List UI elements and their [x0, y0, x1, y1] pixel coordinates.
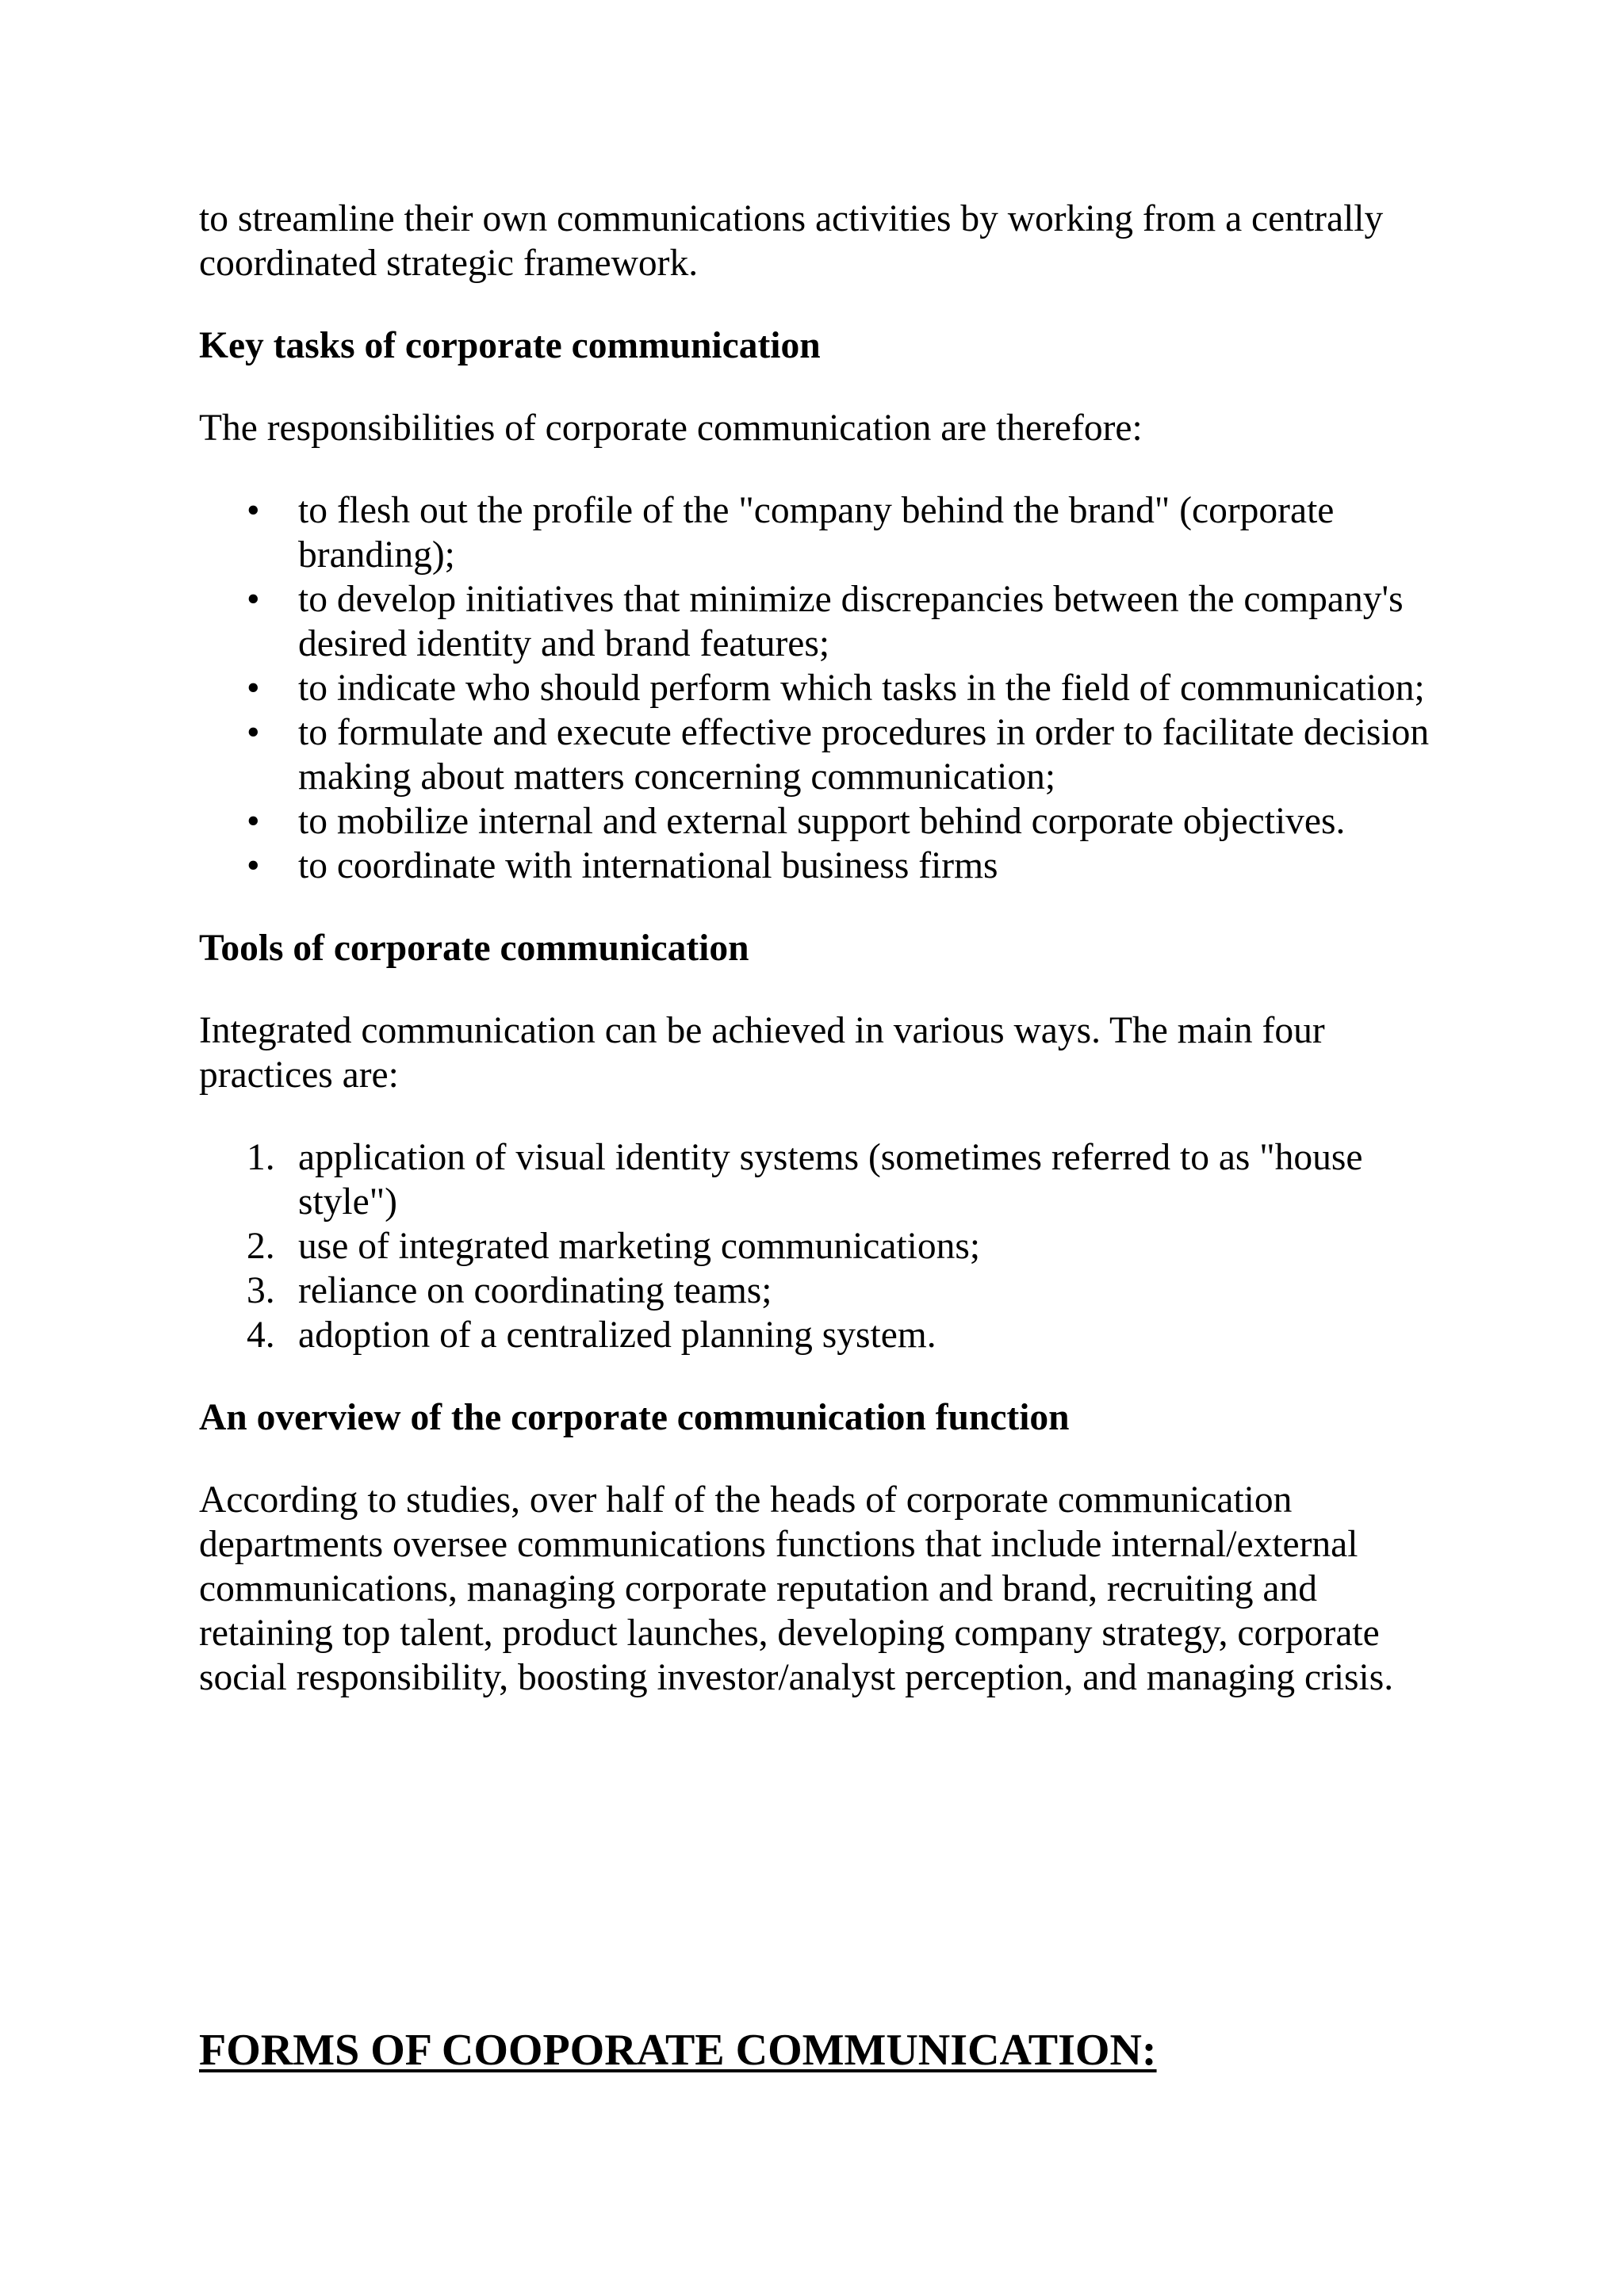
list-item	[199, 488, 1436, 577]
intro-paragraph: to streamline their own communications activities by working from a centrally coordinated strategic framework.	[199, 198, 1384, 284]
list-item-text: to develop initiatives that minimize discrepancies between the company's desired identity and brand features;	[298, 579, 1404, 664]
list-item	[199, 1269, 1436, 1313]
bullet-icon: •	[247, 490, 260, 531]
list-item	[199, 1313, 1436, 1357]
list-item	[199, 1135, 1436, 1224]
list-number: 1.	[247, 1137, 275, 1178]
overview-paragraph: According to studies, over half of the heads of corporate communication departments oversee communications functions that include internal/external communications, managing corporate reputation and brand, recruiting and retaining top talent, product launches, developing company strategy, corporate social responsibility, boosting investor/analyst perception, and managing crisis.	[199, 1479, 1394, 1698]
list-item-text: to formulate and execute effective procedures in order to facilitate decision making about matters concerning communication;	[298, 712, 1430, 798]
list-item	[199, 666, 1436, 710]
list-item-text: to flesh out the profile of the "company behind the brand" (corporate branding);	[298, 490, 1335, 576]
list-number: 2.	[247, 1226, 275, 1267]
tools-heading: Tools of corporate communication	[199, 928, 749, 969]
document-page	[199, 197, 1468, 1700]
list-item-text: reliance on coordinating teams;	[298, 1270, 772, 1311]
list-item-text: to indicate who should perform which tasks in the field of communication;	[298, 668, 1425, 709]
list-item	[199, 844, 1436, 888]
list-item	[199, 1224, 1436, 1269]
list-item	[199, 577, 1436, 666]
list-item	[199, 799, 1436, 844]
tools-intro: Integrated communication can be achieved in various ways. The main four practices are:	[199, 1010, 1325, 1096]
overview-heading: An overview of the corporate communication function	[199, 1397, 1070, 1438]
list-item-text: to mobilize internal and external support behind corporate objectives.	[298, 801, 1346, 842]
key-tasks-intro: The responsibilities of corporate communication are therefore:	[199, 408, 1143, 449]
list-item-text: application of visual identity systems (sometimes referred to as "house style")	[298, 1137, 1363, 1223]
bullet-icon: •	[247, 845, 260, 886]
forms-heading: FORMS OF COOPORATE COMMUNICATION:	[199, 2026, 1157, 2075]
list-item-text: to coordinate with international business firms	[298, 845, 998, 886]
list-number: 3.	[247, 1270, 275, 1311]
list-number: 4.	[247, 1314, 275, 1356]
list-item-text: use of integrated marketing communications;	[298, 1226, 981, 1267]
bullet-icon: •	[247, 801, 260, 842]
list-item-text: adoption of a centralized planning system.	[298, 1314, 936, 1356]
list-item	[199, 710, 1436, 799]
key-tasks-list	[199, 488, 1436, 888]
bullet-icon: •	[247, 579, 260, 620]
tools-list	[199, 1135, 1436, 1357]
key-tasks-heading: Key tasks of corporate communication	[199, 325, 821, 366]
bullet-icon: •	[247, 668, 260, 709]
bullet-icon: •	[247, 712, 260, 753]
